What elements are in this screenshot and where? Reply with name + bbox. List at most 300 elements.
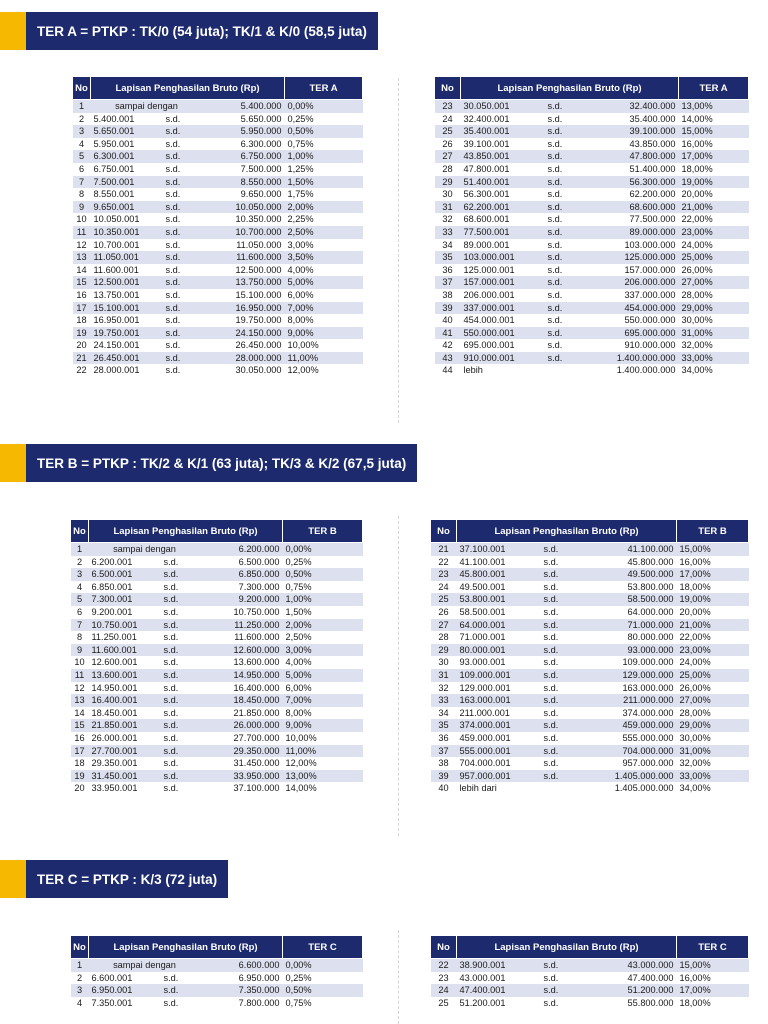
row-number: 10 [73,213,91,226]
row-number: 20 [71,782,89,795]
header-lapisan: Lapisan Penghasilan Bruto (Rp) [457,936,677,959]
ter-rate: 19,00% [679,176,749,189]
range-upper: 206.000.000 [591,276,679,289]
table-row [431,972,749,985]
ter-rate: 11,00% [285,352,363,365]
table-row [73,327,363,340]
row-number: 40 [435,314,461,327]
ter-rate: 17,00% [677,568,749,581]
row-number: 29 [431,644,457,657]
range-upper: 8.550.000 [203,176,285,189]
table-row [435,314,749,327]
row-number: 35 [431,719,457,732]
table-row [71,984,363,997]
ter-rate: 34,00% [679,364,749,377]
range-separator: s.d. [161,631,201,644]
ter-rate: 30,00% [679,314,749,327]
header-no: No [71,936,89,959]
table-row [73,302,363,315]
table-row [71,631,363,644]
range-upper: 10.750.000 [201,606,283,619]
table-row [71,556,363,569]
range-separator: s.d. [163,113,203,126]
table-row [435,100,749,113]
range-lower: 71.000.001 [457,631,541,644]
table-row [71,782,363,795]
ter-rate: 30,00% [677,732,749,745]
range-separator: s.d. [541,770,587,783]
row-number: 31 [435,201,461,214]
range-lower: 7.500.001 [91,176,163,189]
range-lower: 6.500.001 [89,568,161,581]
range-upper: 7.300.000 [201,581,283,594]
table-row [431,581,749,594]
range-lower: 16.950.001 [91,314,163,327]
ter-rate: 13,00% [283,770,363,783]
range-separator: s.d. [545,176,591,189]
range-upper: 163.000.000 [587,682,677,695]
ter-rate: 4,00% [285,264,363,277]
range-separator: s.d. [545,100,591,113]
section-c-title: TER C = PTKP : K/3 (72 juta) [26,860,228,898]
range-separator: s.d. [545,302,591,315]
row-number: 39 [435,302,461,315]
range-upper: 5.650.000 [203,113,285,126]
range-separator: s.d. [541,732,587,745]
row-number: 25 [431,997,457,1010]
ter-rate: 25,00% [677,669,749,682]
range-upper: 49.500.000 [587,568,677,581]
ter-rate: 12,00% [283,757,363,770]
table-row [435,276,749,289]
row-number: 3 [71,568,89,581]
range-lower: 910.000.001 [461,352,545,365]
table-row [431,682,749,695]
range-lower: 10.350.001 [91,226,163,239]
row-number: 9 [71,644,89,657]
ter-rate: 23,00% [679,226,749,239]
table-row [73,239,363,252]
row-number: 1 [73,100,91,113]
header-ter: TER C [283,936,363,959]
range-lower: 45.800.001 [457,568,541,581]
range-separator: s.d. [545,289,591,302]
range-separator: s.d. [163,213,203,226]
range-upper: 32.400.000 [591,100,679,113]
section-a-title: TER A = PTKP : TK/0 (54 juta); TK/1 & K/0 (58,5 juta) [26,12,378,50]
ter-a-table-right [434,76,749,377]
ter-rate: 19,00% [677,593,749,606]
range-lower: 18.450.001 [89,707,161,720]
ter-rate: 0,25% [285,113,363,126]
ter-rate: 23,00% [677,644,749,657]
ter-rate: 16,00% [679,138,749,151]
ter-rate: 0,25% [283,556,363,569]
range-separator: s.d. [541,757,587,770]
ter-rate: 6,00% [283,682,363,695]
row-number: 4 [71,997,89,1010]
ter-rate: 18,00% [679,163,749,176]
ter-rate: 7,00% [283,694,363,707]
row-number: 42 [435,339,461,352]
ter-rate: 18,00% [677,581,749,594]
row-number: 14 [71,707,89,720]
section-c-accent [0,860,26,898]
ter-rate: 14,00% [283,782,363,795]
table-row [71,732,363,745]
range-upper: 157.000.000 [591,264,679,277]
range-separator: s.d. [161,556,201,569]
ter-rate: 2,50% [285,226,363,239]
range-lower: 11.600.001 [91,264,163,277]
range-lower: 26.450.001 [91,352,163,365]
row-number: 4 [73,138,91,151]
table-row [431,959,749,972]
range-lower: 13.600.001 [89,669,161,682]
range-lower: 555.000.001 [457,745,541,758]
range-separator: s.d. [541,972,587,985]
range-separator: s.d. [541,568,587,581]
range-upper: 55.800.000 [587,997,677,1010]
range-upper: 555.000.000 [587,732,677,745]
ter-rate: 33,00% [677,770,749,783]
table-row [431,543,749,556]
row-number: 2 [71,972,89,985]
table-row [71,682,363,695]
row-number: 12 [71,682,89,695]
table-row [431,644,749,657]
ter-rate: 22,00% [677,631,749,644]
table-row [71,745,363,758]
range-lower: 13.750.001 [91,289,163,302]
row-number: 6 [71,606,89,619]
row-number: 28 [431,631,457,644]
row-number: 26 [431,606,457,619]
range-upper: 39.100.000 [591,125,679,138]
range-lower: 6.850.001 [89,581,161,594]
range-separator: s.d. [541,682,587,695]
range-lower: 62.200.001 [461,201,545,214]
range-separator: s.d. [161,984,201,997]
row-number: 19 [73,327,91,340]
range-lower: 459.000.001 [457,732,541,745]
section-b-header [0,444,417,482]
ter-rate: 15,00% [679,125,749,138]
row-number: 25 [431,593,457,606]
header-lapisan: Lapisan Penghasilan Bruto (Rp) [89,936,283,959]
range-separator: s.d. [545,138,591,151]
range-separator: s.d. [161,619,201,632]
range-lower: 16.400.001 [89,694,161,707]
row-number: 16 [71,732,89,745]
range-lower: 89.000.001 [461,239,545,252]
range-upper: 14.950.000 [201,669,283,682]
ter-rate: 9,00% [285,327,363,340]
range-lower: 550.000.001 [461,327,545,340]
row-number: 1 [71,959,89,972]
range-separator: s.d. [545,251,591,264]
range-separator: s.d. [545,327,591,340]
range-lower: 6.300.001 [91,150,163,163]
range-lower: 11.050.001 [91,251,163,264]
range-upper: 1.400.000.000 [591,352,679,365]
range-upper: 957.000.000 [587,757,677,770]
row-number: 23 [431,568,457,581]
table-row [435,201,749,214]
range-lower: 51.200.001 [457,997,541,1010]
range-separator: s.d. [163,289,203,302]
row-number: 19 [71,770,89,783]
range-separator: s.d. [541,997,587,1010]
range-upper: 1.405.000.000 [587,770,677,783]
range-upper: 6.750.000 [203,150,285,163]
ter-rate: 24,00% [679,239,749,252]
range-lower: 12.600.001 [89,656,161,669]
ter-rate: 27,00% [677,694,749,707]
range-upper: 5.400.000 [203,100,285,113]
range-separator: s.d. [545,276,591,289]
table-row [435,302,749,315]
range-separator: s.d. [545,352,591,365]
range-lower: 7.350.001 [89,997,161,1010]
row-number: 22 [431,556,457,569]
row-number: 3 [73,125,91,138]
table-row [71,719,363,732]
section-a-divider [398,78,399,423]
range-separator: s.d. [163,276,203,289]
row-number: 37 [431,745,457,758]
range-lower: 29.350.001 [89,757,161,770]
range-lower: 5.950.001 [91,138,163,151]
range-upper: 31.450.000 [201,757,283,770]
range-upper: 26.000.000 [201,719,283,732]
row-number: 6 [73,163,91,176]
range-upper: 12.600.000 [201,644,283,657]
table-row [431,984,749,997]
range-separator: s.d. [541,707,587,720]
range-separator: s.d. [163,239,203,252]
range-separator: s.d. [163,163,203,176]
row-number: 9 [73,201,91,214]
row-number: 18 [71,757,89,770]
range-lower: 206.000.001 [461,289,545,302]
range-upper: 5.950.000 [203,125,285,138]
range-upper: 37.100.000 [201,782,283,795]
table-row [73,213,363,226]
ter-rate: 28,00% [679,289,749,302]
range-separator: s.d. [163,314,203,327]
row-number: 11 [71,669,89,682]
table-row [431,757,749,770]
table-row [73,289,363,302]
ter-rate: 7,00% [285,302,363,315]
range-upper: 35.400.000 [591,113,679,126]
range-separator: s.d. [161,568,201,581]
table-row [71,593,363,606]
range-upper: 15.100.000 [203,289,285,302]
section-b-accent [0,444,26,482]
range-lower: 374.000.001 [457,719,541,732]
range-lower: 5.650.001 [91,125,163,138]
header-lapisan: Lapisan Penghasilan Bruto (Rp) [91,77,285,100]
ter-rate: 29,00% [679,302,749,315]
table-row [71,694,363,707]
ter-rate: 20,00% [677,606,749,619]
range-separator: s.d. [545,339,591,352]
table-row [71,997,363,1010]
range-separator: s.d. [161,656,201,669]
range-lower: 64.000.001 [457,619,541,632]
row-number: 21 [431,543,457,556]
range-upper: 33.950.000 [201,770,283,783]
row-number: 2 [73,113,91,126]
ter-rate: 0,75% [283,997,363,1010]
range-upper: 1.400.000.000 [591,364,679,377]
range-lower: 27.700.001 [89,745,161,758]
ter-rate: 25,00% [679,251,749,264]
ter-rate: 5,00% [285,276,363,289]
range-upper: 93.000.000 [587,644,677,657]
range-lower: 32.400.001 [461,113,545,126]
ter-rate: 2,25% [285,213,363,226]
row-number: 41 [435,327,461,340]
range-upper: 10.050.000 [203,201,285,214]
ter-rate: 1,25% [285,163,363,176]
range-lower: 24.150.001 [91,339,163,352]
range-upper: 6.600.000 [201,959,283,972]
row-number: 13 [71,694,89,707]
table-row [435,213,749,226]
table-row [71,619,363,632]
row-number: 1 [71,543,89,556]
row-number: 32 [435,213,461,226]
row-number: 27 [435,150,461,163]
range-upper: 7.350.000 [201,984,283,997]
row-number: 11 [73,226,91,239]
table-row [73,339,363,352]
table-row [435,163,749,176]
range-upper: 45.800.000 [587,556,677,569]
row-number: 24 [431,984,457,997]
row-number: 8 [73,188,91,201]
row-number: 24 [435,113,461,126]
ter-rate: 3,00% [283,644,363,657]
ter-rate: 27,00% [679,276,749,289]
ter-c-table-left [70,935,363,1009]
table-row [435,176,749,189]
row-number: 7 [71,619,89,632]
ter-rate: 32,00% [677,757,749,770]
range-upper: 89.000.000 [591,226,679,239]
range-lower: 33.950.001 [89,782,161,795]
range-separator: s.d. [161,997,201,1010]
range-separator: s.d. [541,593,587,606]
row-number: 10 [71,656,89,669]
range-lower: 103.000.001 [461,251,545,264]
ter-rate: 10,00% [285,339,363,352]
ter-rate: 4,00% [283,656,363,669]
range-lower: 15.100.001 [91,302,163,315]
row-number: 30 [435,188,461,201]
range-separator: s.d. [161,694,201,707]
range-separator: s.d. [541,745,587,758]
range-upper: 11.600.000 [203,251,285,264]
ter-rate: 0,50% [285,125,363,138]
header-ter: TER B [283,520,363,543]
ter-rate: 14,00% [679,113,749,126]
ter-rate: 18,00% [677,997,749,1010]
range-lower: 77.500.001 [461,226,545,239]
range-upper: 28.000.000 [203,352,285,365]
table-row [431,770,749,783]
range-lower: 49.500.001 [457,581,541,594]
range-separator: s.d. [541,984,587,997]
row-number: 24 [431,581,457,594]
table-row [73,125,363,138]
row-number: 23 [431,972,457,985]
ter-rate: 28,00% [677,707,749,720]
range-lower: 38.900.001 [457,959,541,972]
row-number: 28 [435,163,461,176]
range-separator: s.d. [541,959,587,972]
range-lower: 957.000.001 [457,770,541,783]
range-upper: 374.000.000 [587,707,677,720]
section-c-divider [398,930,399,1024]
range-upper: 7.800.000 [201,997,283,1010]
range-upper: 51.400.000 [591,163,679,176]
range-separator: s.d. [163,264,203,277]
range-separator: s.d. [161,782,201,795]
range-upper: 19.750.000 [203,314,285,327]
table-row [431,669,749,682]
range-lower: 31.450.001 [89,770,161,783]
range-lower: 12.500.001 [91,276,163,289]
table-row [435,289,749,302]
range-lower: 695.000.001 [461,339,545,352]
table-row [435,364,749,377]
range-upper: 10.700.000 [203,226,285,239]
range-lower: 56.300.001 [461,188,545,201]
range-lower: 11.600.001 [89,644,161,657]
range-separator: s.d. [545,226,591,239]
table-row [73,113,363,126]
range-upper: 53.800.000 [587,581,677,594]
table-row [73,163,363,176]
table-row [431,606,749,619]
ter-rate: 13,00% [679,100,749,113]
ter-rate: 0,75% [285,138,363,151]
range-upper: 12.500.000 [203,264,285,277]
range-separator: s.d. [163,201,203,214]
section-c-header [0,860,228,898]
range-separator: s.d. [161,757,201,770]
ter-rate: 15,00% [677,543,749,556]
table-row [431,593,749,606]
header-no: No [73,77,91,100]
range-separator: s.d. [541,669,587,682]
row-number: 17 [73,302,91,315]
table-row [73,150,363,163]
range-upper: 103.000.000 [591,239,679,252]
ter-rate: 8,00% [285,314,363,327]
ter-rate: 17,00% [677,984,749,997]
table-row [71,543,363,556]
table-row [73,226,363,239]
range-lower: 337.000.001 [461,302,545,315]
table-row [71,669,363,682]
range-separator: s.d. [163,352,203,365]
range-separator: s.d. [545,125,591,138]
